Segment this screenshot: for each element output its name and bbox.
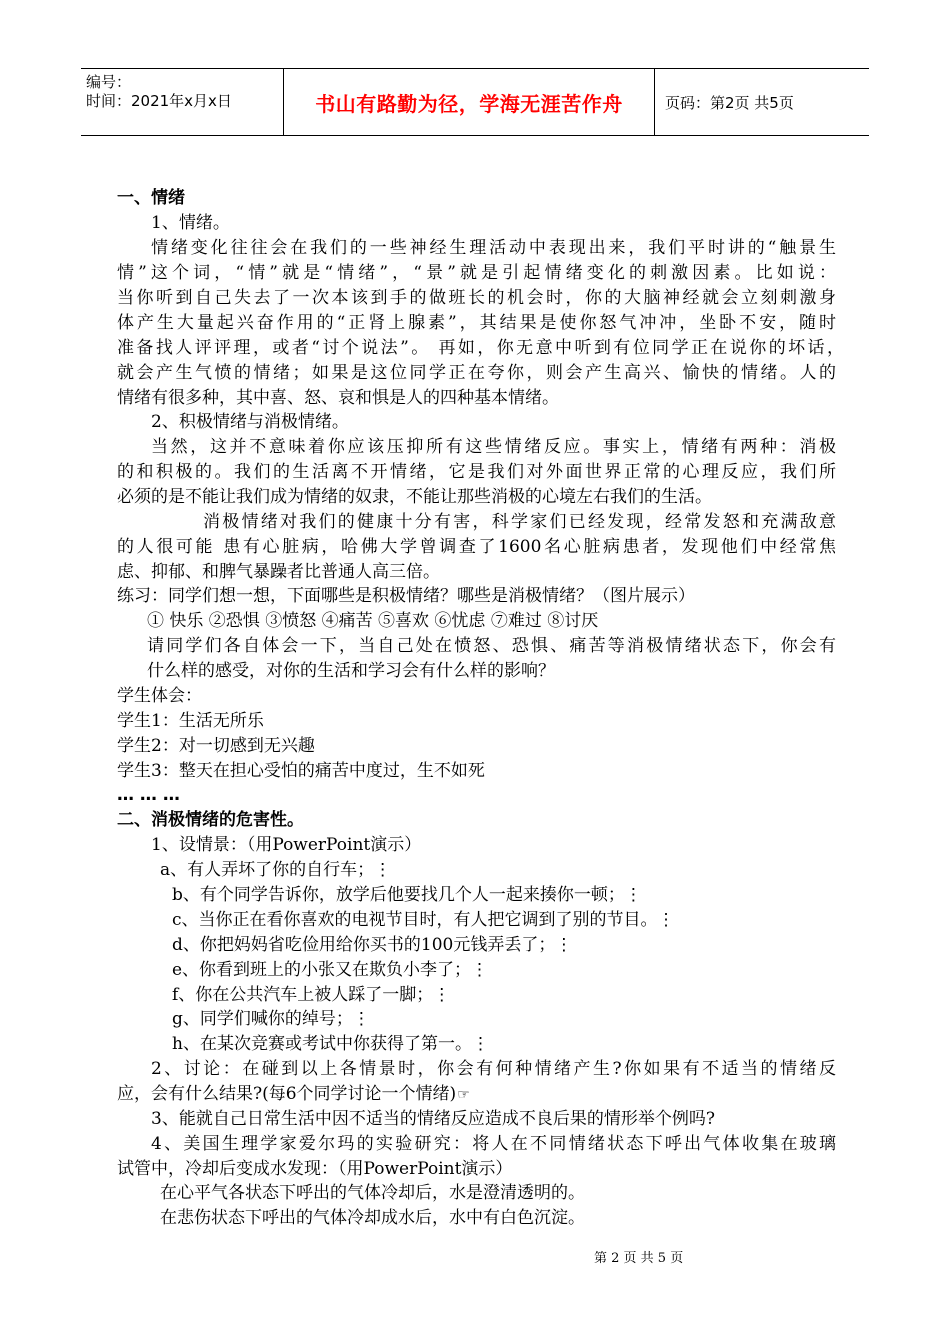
scenario-intro: 1、设情景：（用PowerPoint演示） [151,835,422,855]
scenario-item: d、你把妈妈省吃俭用给你买书的100元钱弄丢了；⋮ [172,935,573,955]
ellipsis: … … … [117,785,180,805]
paragraph-text: 应，会有什么结果?(每6个同学讨论一个情绪) [117,1084,457,1104]
scenario-item: h、在某次竞赛或考试中你获得了第一。⋮ [172,1034,489,1054]
number-label: 编号： [86,73,132,91]
page-footer: 第 2 页 共 5 页 [594,1251,684,1266]
paragraph-line: 在悲伤状态下呼出的气体冷却成水后，水中有白色沉淀。 [160,1208,585,1228]
section-heading-2: 二、消极情绪的危害性。 [117,810,304,830]
scenario-item: e、你看到班上的小张又在欺负小李了；⋮ [172,960,489,980]
page-header [81,68,869,136]
hand-pointer-icon: ☞ [457,1087,470,1103]
scenario-item: c、当你正在看你喜欢的电视节目时，有人把它调到了别的节目。⋮ [172,910,675,930]
paragraph-line: 准备找人评评理，或者“讨个说法”。 再如，你无意中听到有位同学正在说你的坏话， [117,338,844,358]
header-left-cell [81,69,284,135]
scenario-item: a、有人弄坏了你的自行车；⋮ [160,860,392,880]
paragraph-line: 情绪有很多种，其中喜、怒、哀和惧是人的四种基本情绪。 [117,388,559,408]
student-reflection-label: 学生体会： [117,686,202,706]
section-heading-1: 一、情绪 [117,188,185,208]
paragraph-line: 当你听到自己失去了一次本该到手的做班长的机会时，你的大脑神经就会立刻刺激身 [117,288,836,308]
paragraph-line: 消极情绪对我们的健康十分有害，科学家们已经发现，经常发怒和充满敌意 [203,512,836,532]
paragraph-line: 虑、抑郁、和脾气暴躁者比普通人高三倍。 [117,562,440,582]
paragraph-line: 2、讨论：在碰到以上各情景时，你会有何种情绪产生?你如果有不适当的情绪反 [151,1059,836,1079]
page-label: 页码：第2页 共5页 [665,93,794,112]
paragraph-line: 情绪变化往往会在我们的一些神经生理活动中表现出来，我们平时讲的“触景生 [151,238,836,258]
paragraph-line: 当然，这并不意味着你应该压抑所有这些情绪反应。事实上，情绪有两种：消极 [151,437,836,457]
paragraph-line: 的和积极的。我们的生活离不开情绪，它是我们对外面世界正常的心理反应，我们所 [117,462,836,482]
paragraph-line: 3、能就自己日常生活中因不适当的情绪反应造成不良后果的情形举个例吗? [151,1109,715,1129]
paragraph-line: 试管中，冷却后变成水发现：（用PowerPoint演示） [117,1159,513,1179]
paragraph-line: 的人很可能 患有心脏病，哈佛大学曾调查了1600名心脏病患者，发现他们中经常焦 [117,537,836,557]
student-response: 学生1：生活无所乐 [117,711,264,731]
header-page-cell [655,69,869,135]
header-motto-cell [284,69,655,135]
date-label: 时间：2021年x月x日 [86,92,232,110]
paragraph-line: 在心平气各状态下呼出的气体冷却后，水是澄清透明的。 [160,1183,585,1203]
paragraph-line: 什么样的感受，对你的生活和学习会有什么样的影响？ [147,661,555,681]
emotion-options: ① 快乐 ②恐惧 ③愤怒 ④痛苦 ⑤喜欢 ⑥忧虑 ⑦难过 ⑧讨厌 [147,611,599,631]
paragraph-line: 就会产生气愤的情绪；如果是这位同学正在夸你，则会产生高兴、愉快的情绪。人的 [117,363,836,383]
subheading-1: 1、情绪。 [151,213,230,233]
paragraph-line: 4、美国生理学家爱尔玛的实验研究：将人在不同情绪状态下呼出气体收集在玻璃 [151,1134,836,1154]
scenario-item: g、同学们喊你的绰号；⋮ [172,1009,370,1029]
paragraph-line: 情”这个词，“情”就是“情绪”，“景”就是引起情绪变化的刺激因素。比如说： [117,263,836,283]
paragraph-line: 体产生大量起兴奋作用的“正肾上腺素”，其结果是使你怒气冲冲，坐卧不安，随时 [117,313,836,333]
student-response: 学生2：对一切感到无兴趣 [117,736,315,756]
paragraph-line: 请同学们各自体会一下，当自己处在愤怒、恐惧、痛苦等消极情绪状态下，你会有 [147,636,836,656]
motto-text: 书山有路勤为径，学海无涯苦作舟 [315,91,623,116]
subheading-2: 2、积极情绪与消极情绪。 [151,412,349,432]
exercise-prompt: 练习：同学们想一想，下面哪些是积极情绪？哪些是消极情绪？（图片展示） [117,586,695,606]
scenario-item: f、你在公共汽车上被人踩了一脚；⋮ [172,985,451,1005]
paragraph-line: 必须的是不能让我们成为情绪的奴隶，不能让那些消极的心境左右我们的生活。 [117,487,712,507]
student-response: 学生3：整天在担心受怕的痛苦中度过，生不如死 [117,761,485,781]
scenario-item: b、有个同学告诉你，放学后他要找几个人一起来揍你一顿；⋮ [172,885,642,905]
paragraph-line-with-icon [117,1083,470,1106]
